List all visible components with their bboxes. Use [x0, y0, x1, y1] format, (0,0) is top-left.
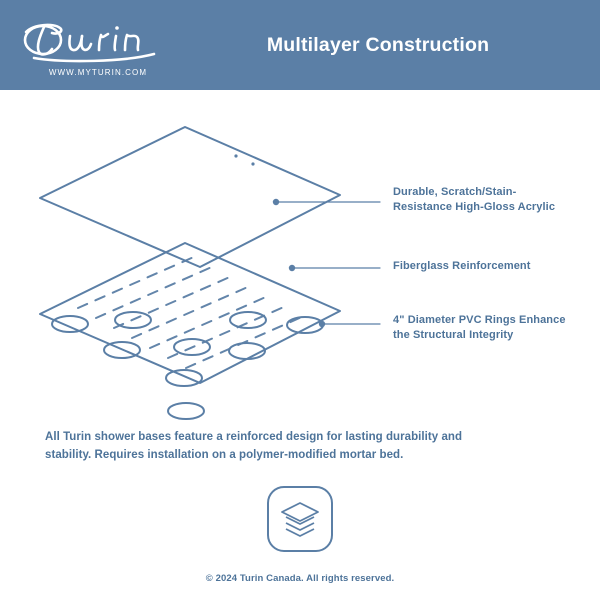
description-line1: All Turin shower bases feature a reinforced design for lasting durability and	[45, 431, 463, 443]
callout-pvc-rings	[393, 313, 588, 343]
description-text	[45, 428, 555, 465]
callout-leader-dots	[234, 154, 325, 327]
callout-acrylic-line2: Resistance High-Gloss Acrylic	[393, 201, 556, 214]
callout-acrylic-line1: Durable, Scratch/Stain-	[393, 186, 517, 198]
header-bar	[0, 0, 600, 90]
callout-pvc-rings-line2: the Structural Integrity	[393, 329, 514, 342]
layers-badge	[265, 484, 335, 554]
callout-acrylic	[393, 185, 593, 215]
turin-script-logo-icon	[14, 18, 182, 64]
page-title: Multilayer Construction	[266, 33, 490, 56]
callout-pvc-rings-line1: 4" Diameter PVC Rings Enhance	[393, 314, 566, 326]
fiberglass-hatch	[78, 256, 304, 368]
footer-copyright: © 2024 Turin Canada. All rights reserved.	[205, 573, 395, 584]
exploded-layers-illustration	[0, 90, 600, 420]
callout-fiberglass	[393, 259, 593, 274]
description-line2: stability. Requires installation on a polymer-modified mortar bed.	[45, 449, 404, 462]
diagram-canvas	[0, 90, 600, 420]
pvc-rings-group	[52, 312, 323, 419]
brand-logo[interactable]	[0, 0, 196, 90]
callout-fiberglass-line1: Fiberglass Reinforcement	[393, 260, 531, 272]
layers-stack-icon	[265, 484, 335, 554]
brand-url: WWW.MYTURIN.COM	[48, 67, 148, 77]
